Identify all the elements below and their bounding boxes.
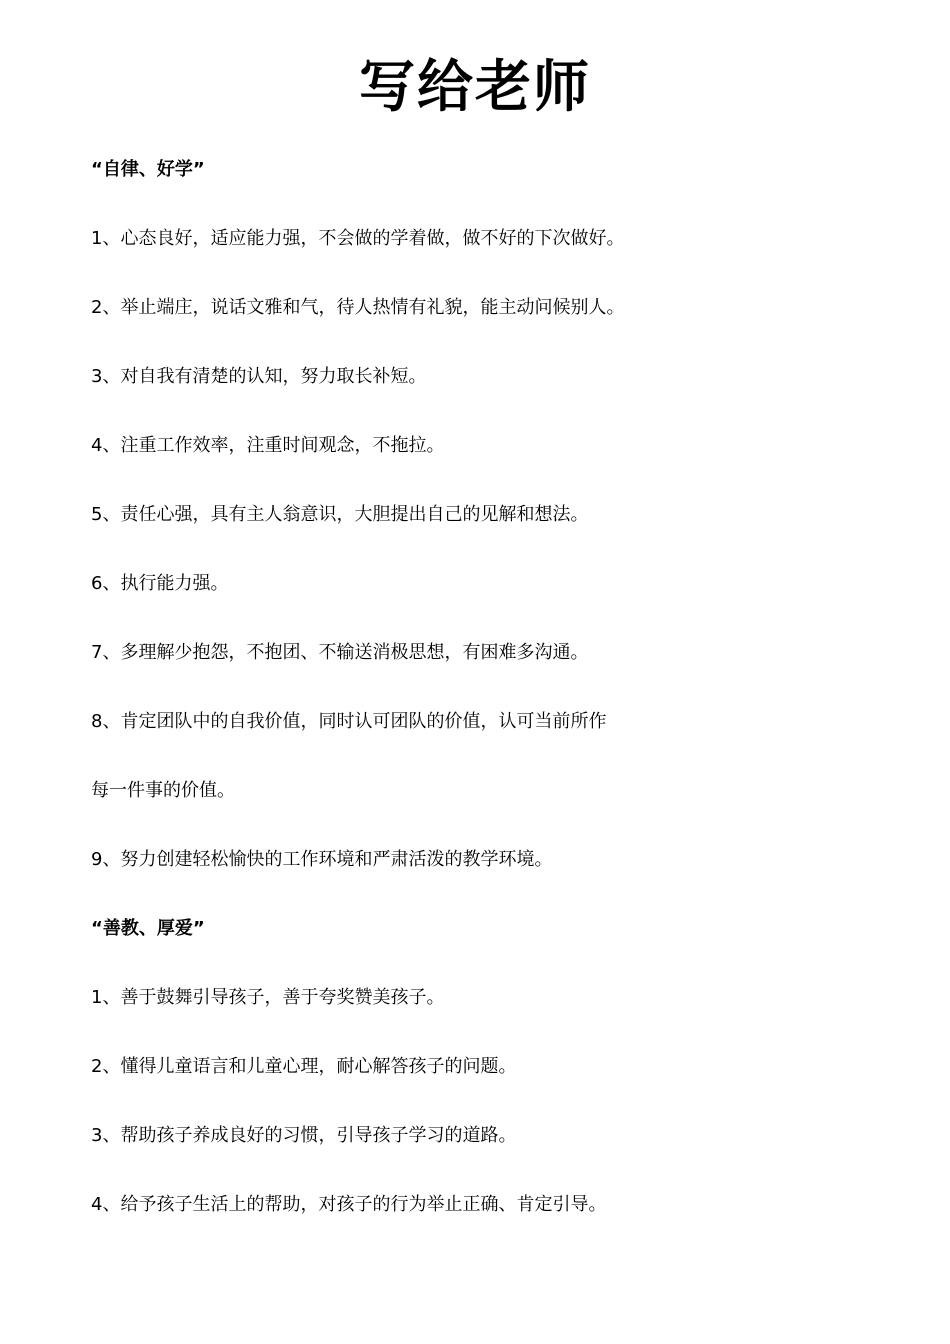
list-item: 2、举止端庄，说话文雅和气，待人热情有礼貌，能主动问候别人。 [91,297,625,318]
list-item: 3、帮助孩子养成良好的习惯，引导孩子学习的道路。 [91,1125,517,1146]
page-title: 写给老师 [359,54,591,120]
list-item: 4、给予孩子生活上的帮助，对孩子的行为举止正确、肯定引导。 [91,1194,607,1215]
list-item: 1、善于鼓舞引导孩子，善于夸奖赞美孩子。 [91,987,445,1008]
list-item-continuation: 每一件事的价值。 [91,780,235,801]
list-item: 6、执行能力强。 [91,573,229,594]
list-item: 5、责任心强，具有主人翁意识，大胆提出自己的见解和想法。 [91,504,589,525]
list-item: 8、肯定团队中的自我价值，同时认可团队的价值，认可当前所作 [91,711,607,732]
list-item: 1、心态良好，适应能力强，不会做的学着做，做不好的下次做好。 [91,228,625,249]
list-item: 9、努力创建轻松愉快的工作环境和严肃活泼的教学环境。 [91,849,553,870]
list-item: 7、多理解少抱怨，不抱团、不输送消极思想，有困难多沟通。 [91,642,589,663]
list-item: 4、注重工作效率，注重时间观念，不拖拉。 [91,435,445,456]
list-item: 3、对自我有清楚的认知，努力取长补短。 [91,366,427,387]
list-item: 2、懂得儿童语言和儿童心理，耐心解答孩子的问题。 [91,1056,517,1077]
section-heading-self-discipline: “自律、好学” [91,159,205,180]
section-heading-teaching-love: “善教、厚爱” [91,918,205,939]
